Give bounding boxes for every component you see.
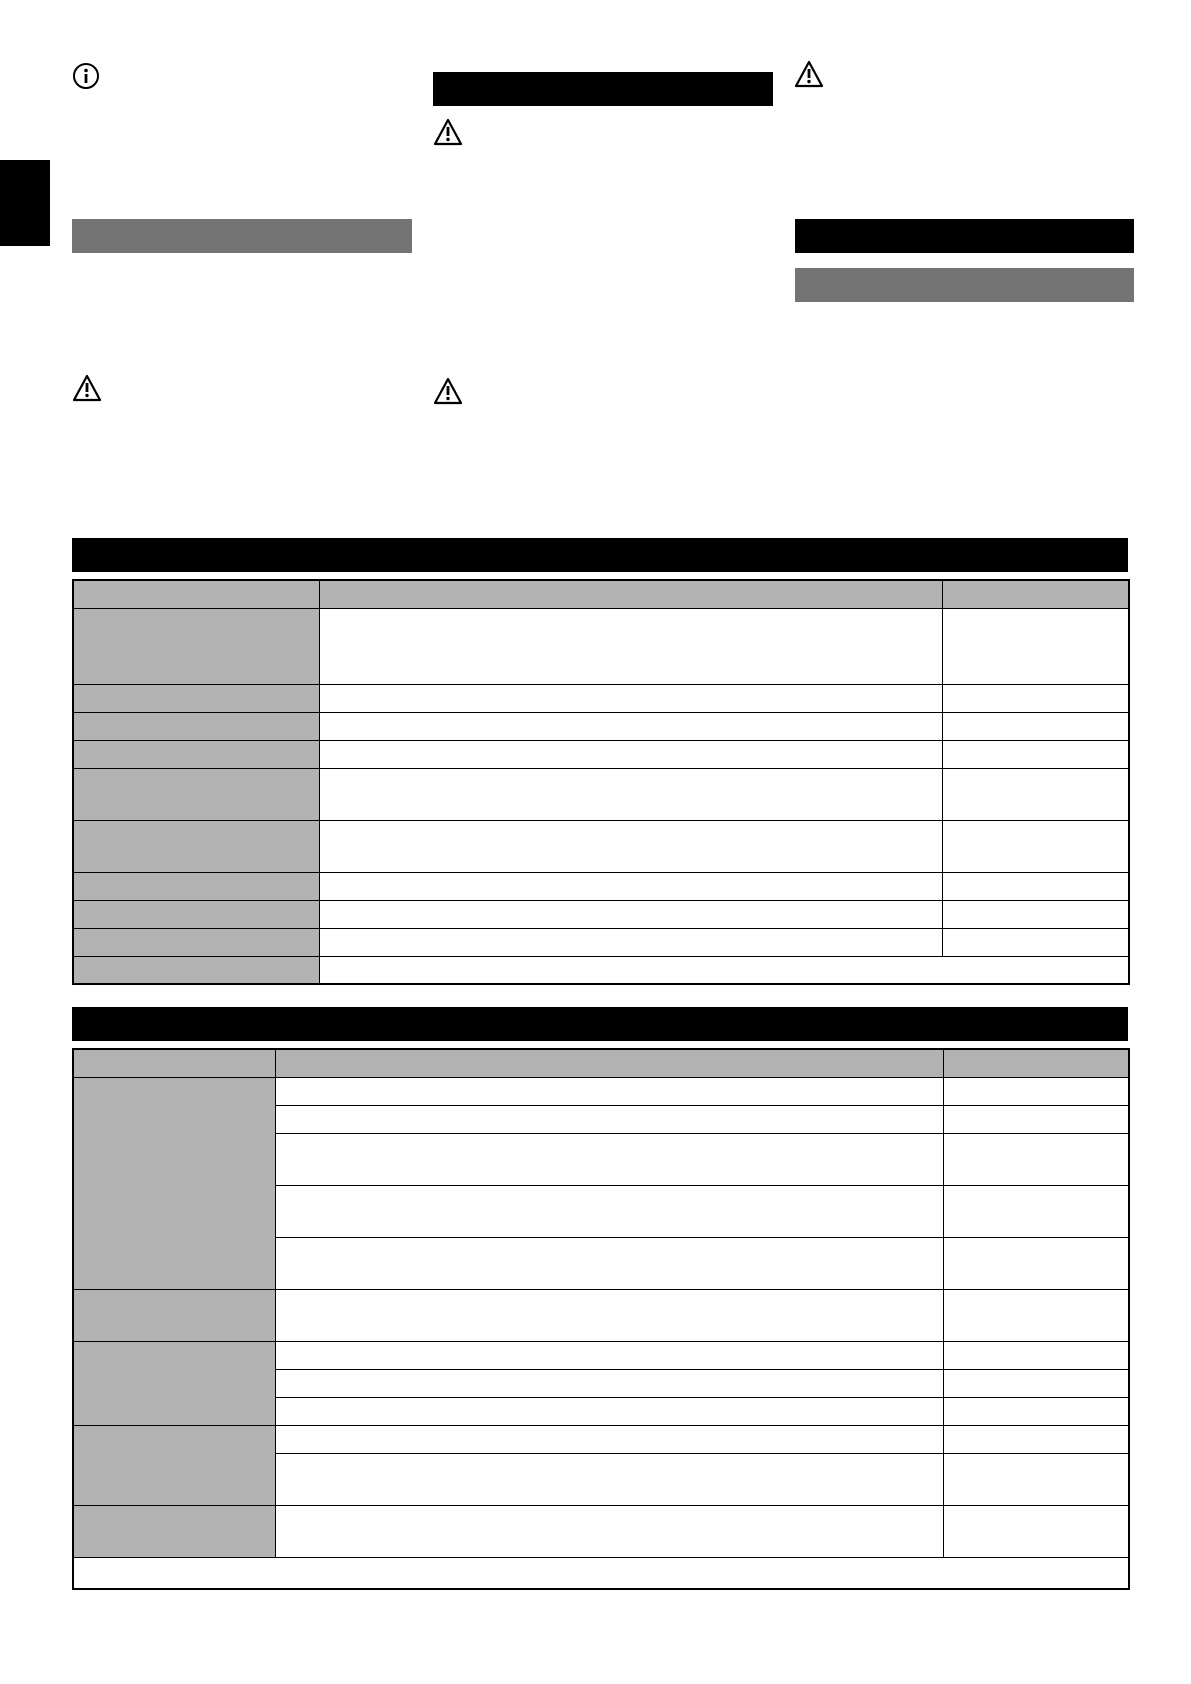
section-heading-bar [72, 219, 412, 253]
row-extra [942, 740, 1129, 768]
row-value [319, 900, 942, 928]
row-label [73, 684, 319, 712]
row-extra [942, 872, 1129, 900]
row-value [275, 1397, 943, 1425]
table-1-heading-bar [72, 538, 1128, 572]
row-value [319, 872, 942, 900]
row-extra [943, 1133, 1129, 1185]
table-row [73, 684, 1129, 712]
header-cell [942, 580, 1129, 608]
row-value [319, 740, 942, 768]
table-row [73, 1289, 1129, 1341]
group-label [73, 1505, 275, 1557]
table-2-heading-bar [72, 1007, 1128, 1041]
row-label [73, 608, 319, 684]
row-label [73, 712, 319, 740]
row-extra [942, 684, 1129, 712]
header-cell [73, 580, 319, 608]
table-row [73, 872, 1129, 900]
row-value [275, 1453, 943, 1505]
row-label [73, 820, 319, 872]
row-value [319, 768, 942, 820]
row-value [275, 1133, 943, 1185]
row-extra [942, 900, 1129, 928]
table-row [73, 1425, 1129, 1453]
row-extra [942, 712, 1129, 740]
table-row [73, 1077, 1129, 1105]
row-value [319, 608, 942, 684]
row-value [319, 956, 1129, 984]
section-subheading-bar [795, 268, 1134, 302]
table-2 [72, 1048, 1130, 1590]
row-label [73, 740, 319, 768]
table-row [73, 608, 1129, 684]
header-cell [73, 1049, 275, 1077]
row-value [275, 1077, 943, 1105]
table-header-row [73, 580, 1129, 608]
row-value [275, 1185, 943, 1237]
table-row [73, 712, 1129, 740]
row-value [275, 1505, 943, 1557]
warning-triangle-icon [72, 374, 102, 402]
info-circle-icon [72, 62, 100, 90]
row-label [73, 872, 319, 900]
table-header-row [73, 1049, 1129, 1077]
row-extra [942, 768, 1129, 820]
row-extra [943, 1289, 1129, 1341]
row-extra [943, 1077, 1129, 1105]
row-extra [942, 820, 1129, 872]
row-label [73, 900, 319, 928]
section-heading-bar [795, 219, 1134, 253]
table-row [73, 956, 1129, 984]
row-value [319, 928, 942, 956]
group-label [73, 1077, 275, 1289]
row-extra [943, 1369, 1129, 1397]
table-row [73, 900, 1129, 928]
row-extra [943, 1341, 1129, 1369]
table-footer [73, 1557, 1129, 1589]
row-extra [943, 1453, 1129, 1505]
row-extra [943, 1505, 1129, 1557]
row-extra [942, 608, 1129, 684]
header-cell [275, 1049, 943, 1077]
table-footer-row [73, 1557, 1129, 1589]
row-extra [942, 928, 1129, 956]
table-row [73, 820, 1129, 872]
header-cell [943, 1049, 1129, 1077]
row-value [319, 712, 942, 740]
table-row [73, 740, 1129, 768]
row-extra [943, 1397, 1129, 1425]
row-extra [943, 1105, 1129, 1133]
table-row [73, 768, 1129, 820]
group-label [73, 1425, 275, 1505]
warning-triangle-icon [794, 60, 824, 88]
group-label [73, 1289, 275, 1341]
table-row [73, 1505, 1129, 1557]
row-value [275, 1425, 943, 1453]
table-1 [72, 579, 1130, 985]
group-label [73, 1341, 275, 1425]
row-label [73, 928, 319, 956]
row-value [275, 1237, 943, 1289]
row-value [275, 1289, 943, 1341]
row-value [319, 820, 942, 872]
warning-triangle-icon [433, 118, 463, 146]
row-extra [943, 1185, 1129, 1237]
row-value [275, 1369, 943, 1397]
warning-triangle-icon [433, 377, 463, 405]
row-extra [943, 1425, 1129, 1453]
section-heading-bar [433, 72, 773, 106]
table-row [73, 1341, 1129, 1369]
row-label [73, 956, 319, 984]
row-extra [943, 1237, 1129, 1289]
header-cell [319, 580, 942, 608]
row-label [73, 768, 319, 820]
row-value [319, 684, 942, 712]
row-value [275, 1341, 943, 1369]
section-side-tab [0, 160, 50, 246]
row-value [275, 1105, 943, 1133]
table-row [73, 928, 1129, 956]
